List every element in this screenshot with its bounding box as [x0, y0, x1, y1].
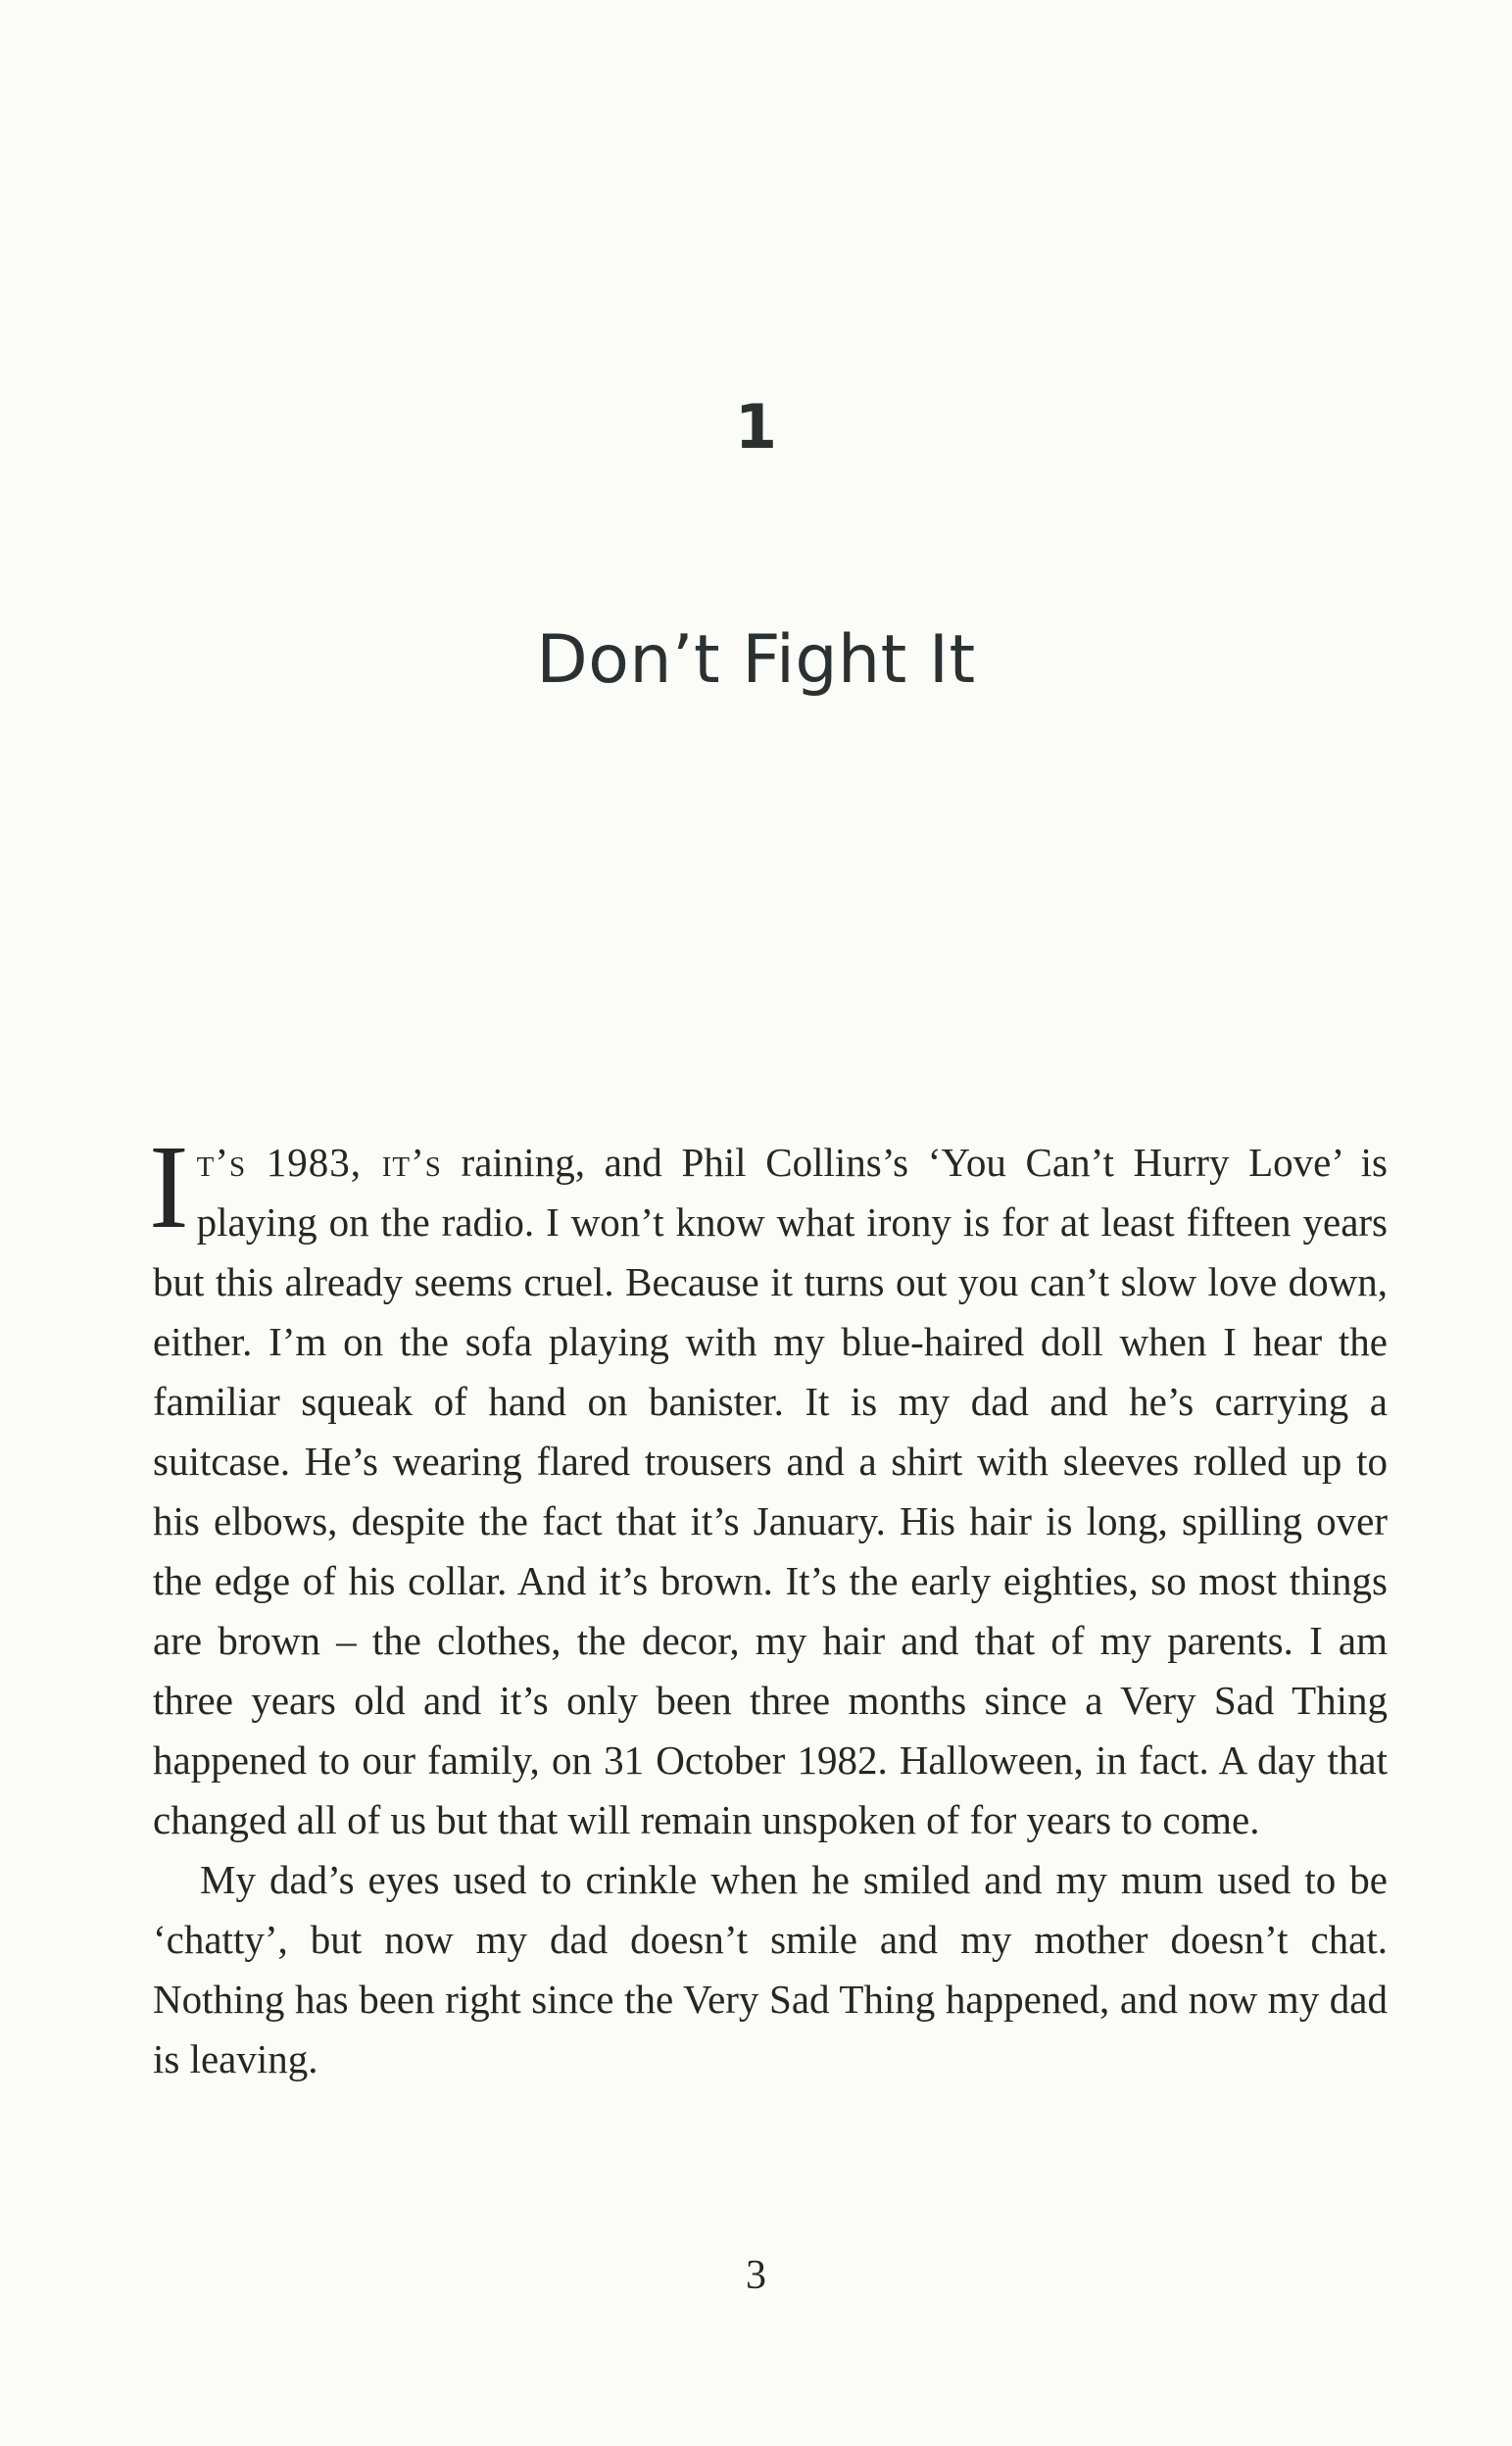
paragraph-1 — [149, 1121, 1389, 1850]
paragraph-2: My dad’s eyes used to crinkle when he smiled and my mum used to be ‘chatty’, but now my dad doesn’t smile and my mother doesn’t chat. Nothing has been right since the Very Sad Thing happened, and now my dad is leaving. — [153, 1857, 1388, 2081]
drop-cap: I — [149, 1121, 189, 1253]
paragraph-1-text: raining, and Phil Collins’s ‘You Can’t Hurry Love’ is playing on the radio. I won’t know what irony is for at least fifteen years but this already seems cruel. Because it turns out you can’t slow love down, either. I’m on the sofa playing with my blue-haired doll when I hear the familiar squeak of hand on banister. It is my dad and he’s carrying a suitcase. He’s wearing flared trousers and a shirt with sleeves rolled up to his elbows, despite the fact that it’s January. His hair is long, spilling over the edge of his collar. And it’s brown. It’s the early eighties, so most things are brown – the clothes, the decor, my hair and that of my parents. I am three years old and it’s only been three months since a Very Sad Thing happened to our family, on 31 October 1982. Halloween, in fact. A day that changed all of us but that will remain unspoken of for years to come. — [153, 1140, 1389, 1842]
page-number: 3 — [746, 2253, 766, 2298]
opening-small-caps: t’s 1983, it’s — [196, 1140, 442, 1185]
chapter-number: 1 — [734, 391, 778, 463]
chapter-body — [149, 1121, 1389, 2089]
chapter-title: Don’t Fight It — [536, 621, 976, 699]
